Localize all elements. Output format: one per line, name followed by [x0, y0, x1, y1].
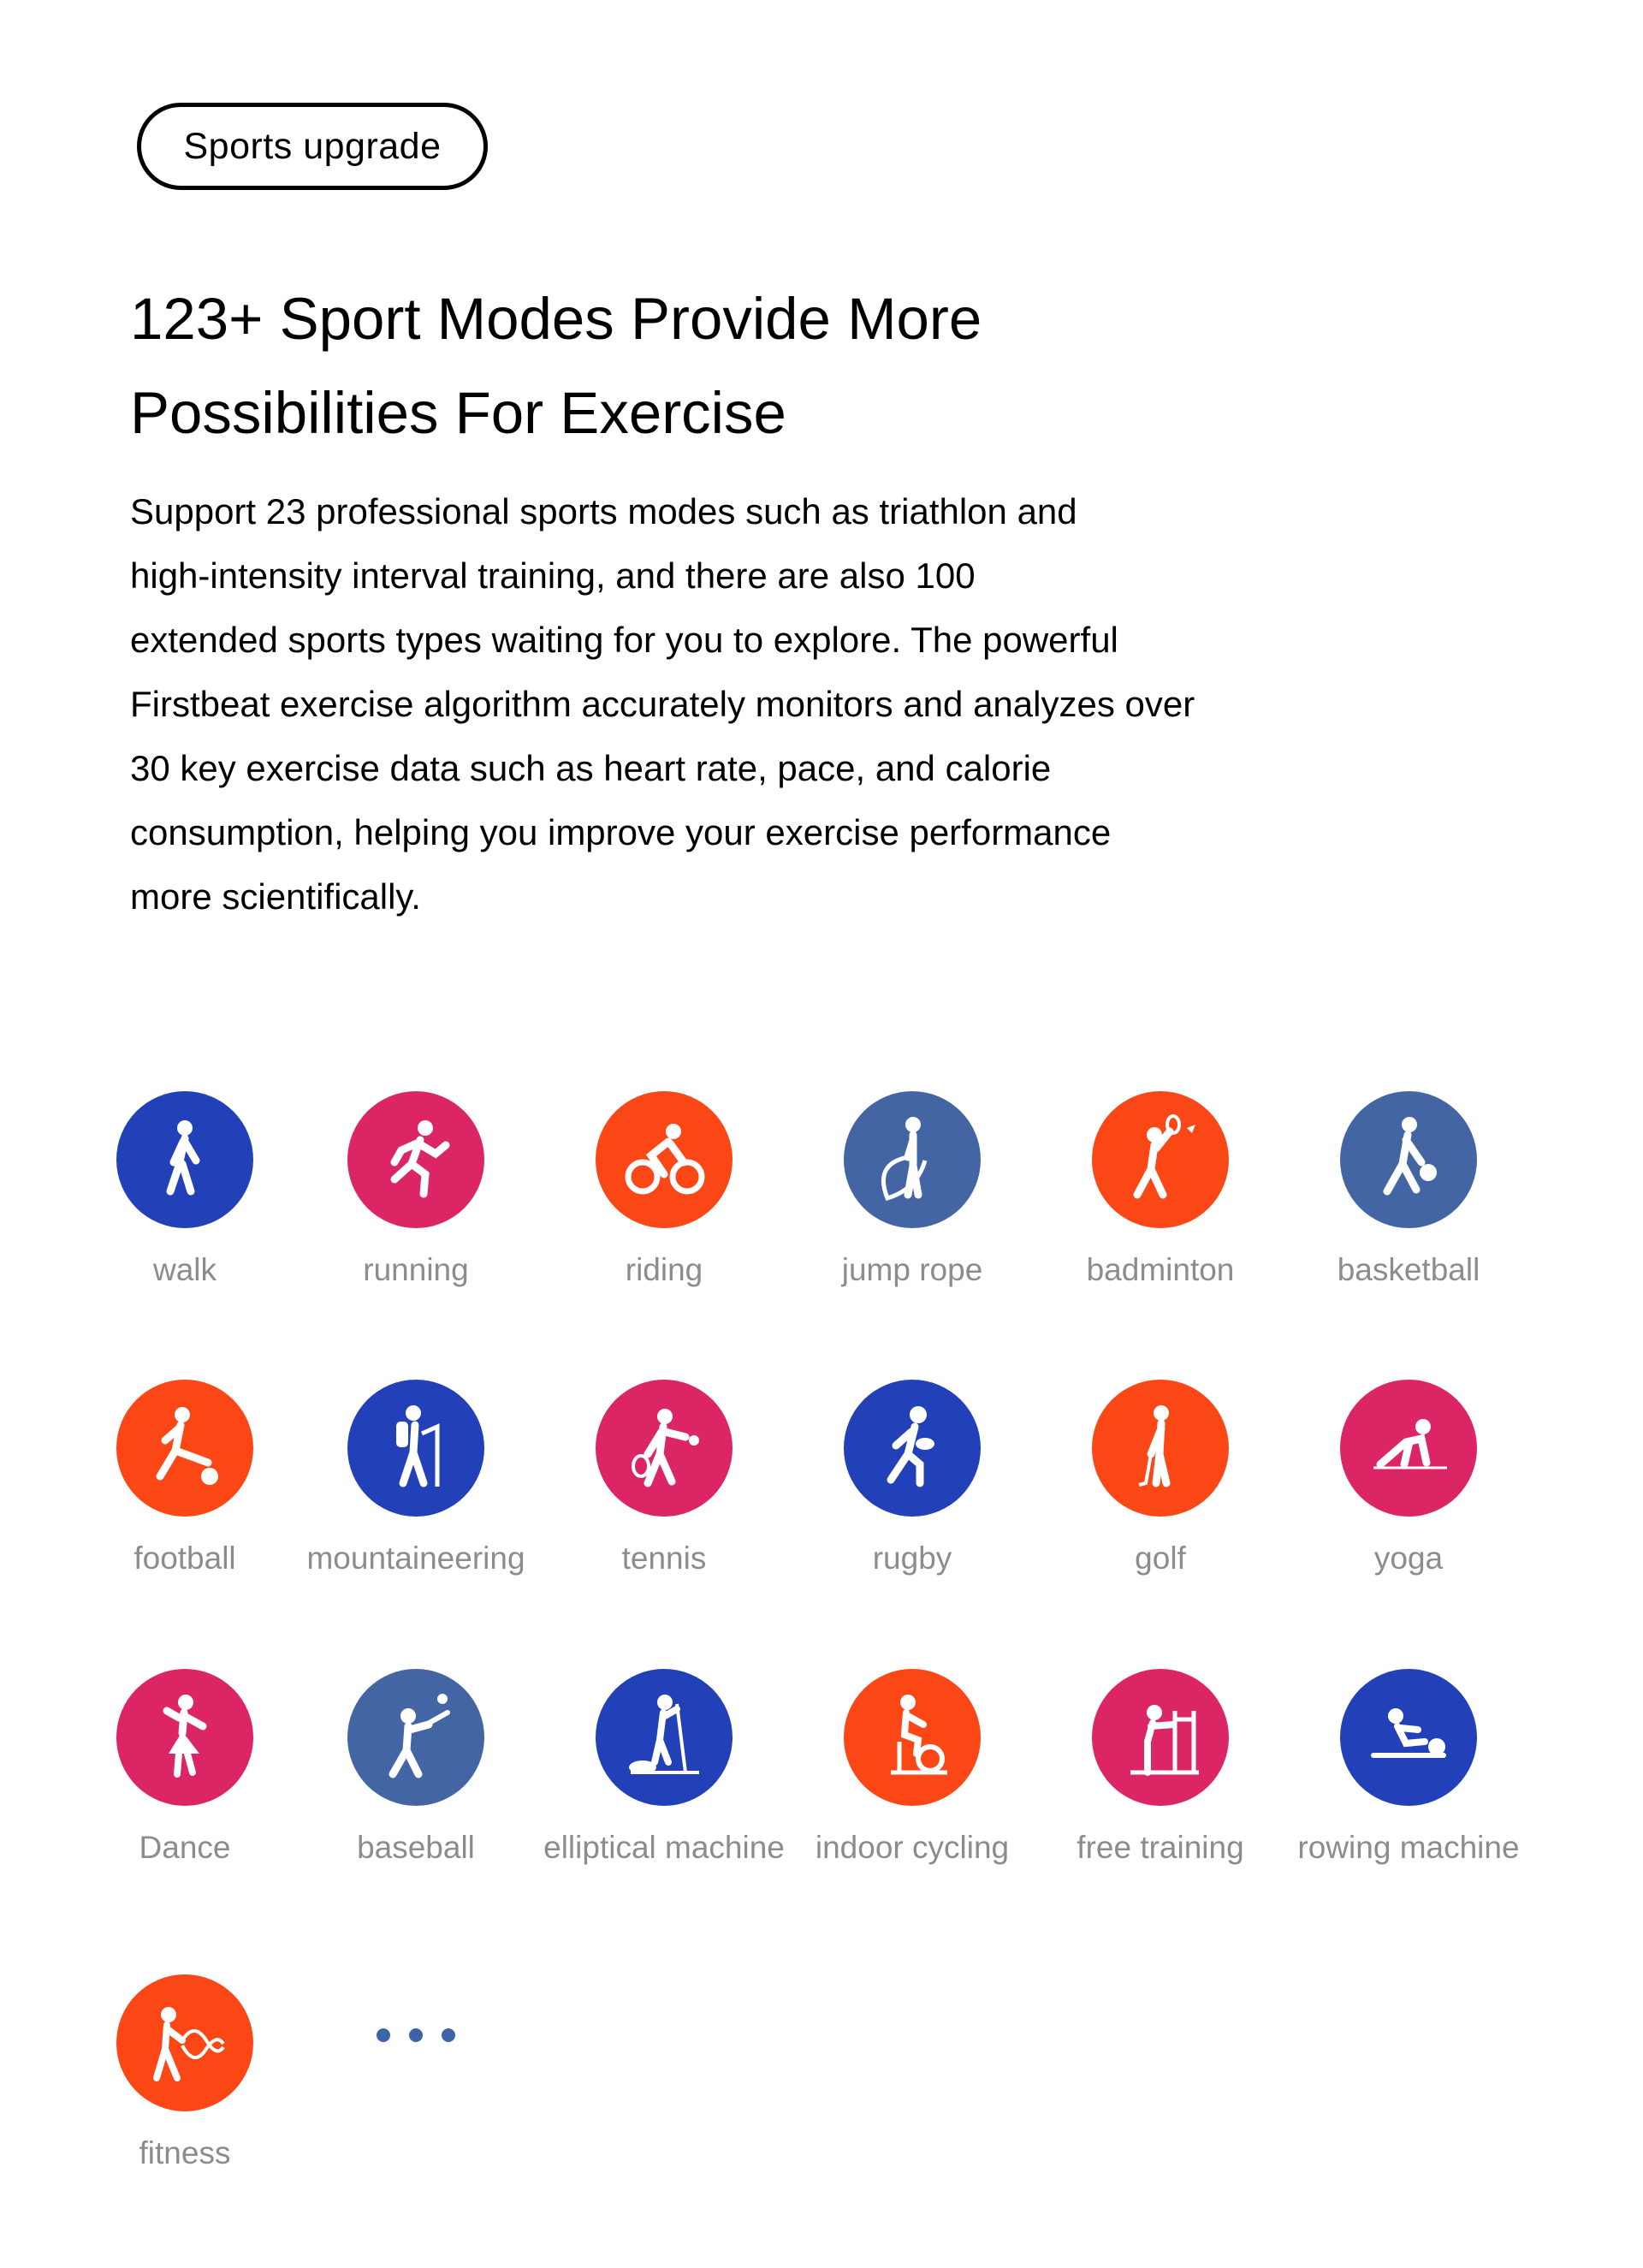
jump-rope-icon [844, 1091, 981, 1228]
dot [409, 2028, 423, 2042]
elliptical-machine-icon [596, 1669, 733, 1806]
indoor-cycling-icon [844, 1669, 981, 1806]
sport-mode-label: Dance [139, 1830, 231, 1865]
sport-mode-item [288, 1669, 544, 1883]
dot [442, 2028, 455, 2042]
sport-mode-label: indoor cycling [815, 1830, 1010, 1865]
sport-mode-item [56, 1974, 313, 2188]
rowing-machine-icon [1340, 1669, 1477, 1806]
sport-mode-item [784, 1091, 1041, 1305]
sport-mode-item [536, 1091, 792, 1305]
sport-mode-item [1280, 1091, 1537, 1305]
sport-mode-label: mountaineering [306, 1541, 525, 1576]
badminton-icon [1092, 1091, 1229, 1228]
sport-mode-label: badminton [1086, 1252, 1235, 1287]
fitness-icon [116, 1974, 253, 2111]
sport-mode-label: free training [1077, 1830, 1244, 1865]
sport-mode-item [784, 1380, 1041, 1594]
sport-mode-label: baseball [357, 1830, 475, 1865]
sport-mode-label: jump rope [841, 1252, 983, 1287]
description-line: Firstbeat exercise algorithm accurately monitors and analyzes over [130, 684, 1195, 724]
golf-icon [1092, 1380, 1229, 1517]
description-line: more scientifically. [130, 876, 421, 917]
sport-mode-label: running [363, 1252, 469, 1287]
sport-mode-label: walk [152, 1252, 217, 1287]
football-icon [116, 1380, 253, 1517]
sport-mode-item [1032, 1669, 1289, 1883]
sport-mode-label: basketball [1337, 1252, 1480, 1287]
basketball-icon [1340, 1091, 1477, 1228]
badge-label: Sports upgrade [183, 125, 442, 167]
sport-mode-item [288, 1380, 544, 1594]
sport-mode-label: football [133, 1541, 236, 1576]
sport-mode-label: fitness [139, 2135, 231, 2170]
description-line: consumption, helping you improve your exercise performance [130, 812, 1112, 852]
sport-mode-item [288, 1091, 544, 1305]
description-line: 30 key exercise data such as heart rate, pace, and calorie [130, 748, 1052, 788]
title-line-2: Possibilities For Exercise [130, 380, 786, 446]
sport-mode-label: riding [625, 1252, 703, 1287]
mountaineering-icon [347, 1380, 484, 1517]
riding-icon [596, 1091, 733, 1228]
yoga-icon [1340, 1380, 1477, 1517]
sport-mode-label: tennis [621, 1541, 707, 1576]
sport-mode-item [536, 1669, 792, 1883]
sport-mode-item [1032, 1380, 1289, 1594]
sport-mode-label: rowing machine [1297, 1830, 1520, 1865]
sport-mode-label: elliptical machine [543, 1830, 785, 1865]
sport-mode-item [1032, 1091, 1289, 1305]
dot [377, 2028, 390, 2042]
baseball-icon [347, 1669, 484, 1806]
description [130, 479, 1414, 929]
sports-upgrade-badge [137, 103, 488, 190]
sport-mode-item [1280, 1669, 1537, 1883]
description-line: Support 23 professional sports modes such as triathlon and [130, 491, 1077, 531]
walk-icon [116, 1091, 253, 1228]
description-line: high-intensity interval training, and there are also 100 [130, 555, 976, 596]
page-title [130, 272, 1414, 460]
sport-mode-item [1280, 1380, 1537, 1594]
sport-mode-label: rugby [872, 1541, 952, 1576]
title-line-1: 123+ Sport Modes Provide More [130, 286, 982, 352]
sport-mode-label: golf [1135, 1541, 1186, 1576]
free-training-icon [1092, 1669, 1229, 1806]
running-icon [347, 1091, 484, 1228]
sport-mode-label: yoga [1373, 1541, 1444, 1576]
sport-mode-item [536, 1380, 792, 1594]
rugby-icon [844, 1380, 981, 1517]
more-dots-icon [377, 2028, 455, 2042]
sport-mode-item [784, 1669, 1041, 1883]
dance-icon [116, 1669, 253, 1806]
tennis-icon [596, 1380, 733, 1517]
description-line: extended sports types waiting for you to explore. The powerful [130, 620, 1118, 660]
